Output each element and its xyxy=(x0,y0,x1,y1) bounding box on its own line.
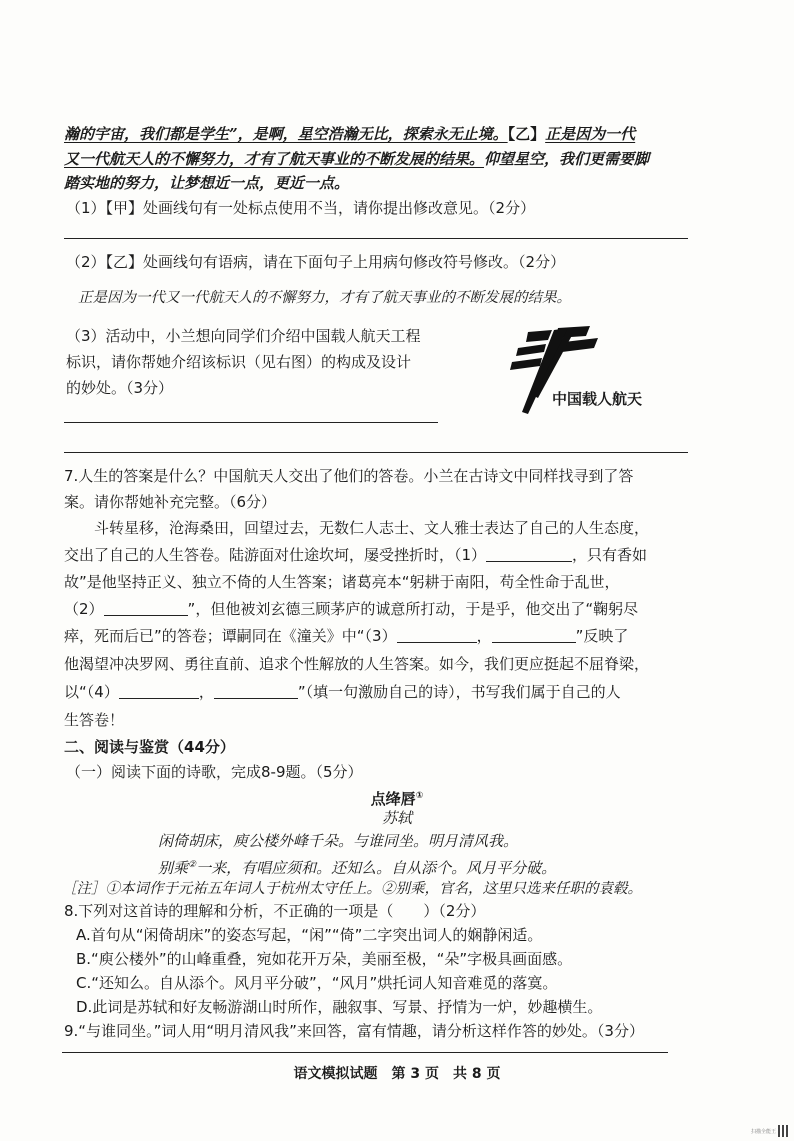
q8-option-d[interactable]: D.此词是苏轼和好友畅游湖山时所作，融叙事、写景、抒情为一炉，妙趣横生。 xyxy=(76,998,603,1016)
fill-blank-2[interactable] xyxy=(104,601,188,616)
poem-author: 苏轼 xyxy=(381,809,412,827)
q7-text-line4 xyxy=(64,545,647,565)
poem-text: 别乘 xyxy=(158,859,189,877)
q7-text: ， xyxy=(476,627,492,645)
q8-option-c[interactable]: C.“还知么。自从添个。风月平分破”，“风月”烘托词人知音难觅的落寞。 xyxy=(76,974,558,992)
q7-text: ”（填一句激励自己的诗），书写我们属于自己的人 xyxy=(297,683,621,701)
fill-blank-3b[interactable] xyxy=(492,628,576,643)
q7-text: ，只有香如 xyxy=(572,546,648,564)
q7-stem-line1: 7.人生的答案是什么？中国航天人交出了他们的答卷。小兰在古诗文中同样找寻到了答 xyxy=(64,467,634,485)
marker-yi: 【乙】 xyxy=(507,125,546,143)
manned-space-logo xyxy=(498,318,678,418)
poem-note-marker: ② xyxy=(188,860,197,870)
q8-option-a[interactable]: A.首句从“闲倚胡床”的姿态写起，“闲”“倚”二字突出词人的娴静闲适。 xyxy=(76,926,543,944)
passage-text: 仰望星空，我们更需要脚 xyxy=(484,150,650,168)
poem-note: ［注］①本词作于元祐五年词人于杭州太守任上。②别乘，官名，这里只选来任职的袁毂。 xyxy=(62,881,642,897)
answer-line xyxy=(64,452,688,453)
q7-text-line8: 他渴望冲决罗网、勇往直前、追求个性解放的人生答案。如今，我们更应挺起不屈脊梁， xyxy=(64,655,650,673)
passage-line-3: 踏实地的努力，让梦想近一点，更近一点。 xyxy=(64,174,350,192)
q7-text: ”，但他被刘玄德三顾茅庐的诚意所打动，于是乎，他交出了“鞠躬尽 xyxy=(187,600,639,618)
poem-line-2 xyxy=(158,855,556,878)
q6-part2: （2）【乙】处画线句有语病，请在下面句子上用病句修改符号修改。（2分） xyxy=(66,253,566,271)
section-2-sub: （一）阅读下面的诗歌，完成8-9题。（5分） xyxy=(66,763,363,781)
passage-jia-sentence-end: 瀚的宇宙，我们都是学生”，是啊，星空浩瀚无比，探索永无止境。 xyxy=(64,125,508,143)
q6-part3-line1: （3）活动中，小兰想向同学们介绍中国载人航天工程 xyxy=(66,327,421,345)
q6-part3-line2: 标识，请你帮她介绍该标识（见右图）的构成及设计 xyxy=(66,353,412,371)
q7-text-line9 xyxy=(64,682,621,702)
q7-text-line5: 故”是他坚持正义、独立不倚的人生答案；诸葛亮本“躬耕于南阳，苟全性命于乱世， xyxy=(64,573,620,591)
logo-caption: 中国载人航天 xyxy=(552,390,643,408)
q7-text: ， xyxy=(198,683,214,701)
passage-yi-sentence-start: 正是因为一代 xyxy=(545,125,636,143)
fill-blank-1[interactable] xyxy=(486,547,572,562)
q6-part2-sentence: 正是因为一代又一代航天人的不懈努力，才有了航天事业的不断发展的结果。 xyxy=(78,290,571,306)
q7-text: （3） xyxy=(364,627,397,645)
passage-line-1 xyxy=(64,124,635,144)
q7-text-line3: 斗转星移，沧海桑田，回望过去，无数仁人志士、文人雅士表达了自己的人生态度， xyxy=(94,519,650,537)
q7-text: ”反映了 xyxy=(575,627,629,645)
passage-line-2 xyxy=(64,149,649,169)
poem-title-text: 点绛唇 xyxy=(370,790,416,808)
fill-blank-3a[interactable] xyxy=(397,628,477,643)
q7-text: 以“（4） xyxy=(64,683,119,701)
q9-stem: 9.“与谁同坐。”词人用“明月清风我”来回答，富有情趣，请分析这样作答的妙处。（3分） xyxy=(64,1022,644,1040)
scanner-watermark: 扫描全能王 xyxy=(750,1129,776,1135)
answer-line xyxy=(64,238,688,239)
poem-line-1: 闲倚胡床，庾公楼外峰千朵。与谁同坐。明月清风我。 xyxy=(158,832,519,850)
q7-text: （2） xyxy=(64,600,104,618)
poem-title-note: ① xyxy=(415,791,424,801)
answer-line xyxy=(62,1052,668,1053)
q6-part3-line3: 的妙处。（3分） xyxy=(66,379,174,397)
poem-title xyxy=(0,786,794,809)
page-footer: 语文模拟试题 第 3 页 共 8 页 xyxy=(293,1066,501,1082)
q6-part1: （1）【甲】处画线句有一处标点使用不当，请你提出修改意见。（2分） xyxy=(66,199,536,217)
q7-text: 交出了自己的人生答卷。陆游面对仕途坎坷，屡受挫折时，（1） xyxy=(64,546,487,564)
answer-line xyxy=(64,422,438,423)
q8-stem: 8.下列对这首诗的理解和分析，不正确的一项是（ ）（2分） xyxy=(64,902,486,920)
passage-yi-sentence-end: 又一代航天人的不懈努力，才有了航天事业的不断发展的结果。 xyxy=(64,150,485,168)
poem-text: 一来，有唱应须和。还知么。自从添个。风月平分破。 xyxy=(196,859,557,877)
q7-text-line7 xyxy=(64,626,628,646)
q7-stem-line2: 案。请你帮她补充完整。（6分） xyxy=(64,493,277,511)
q7-text-line6 xyxy=(64,599,638,619)
section-2-heading: 二、阅读与鉴赏（44分） xyxy=(64,738,235,756)
qr-code-icon xyxy=(778,1125,790,1137)
q7-text-line10: 生答卷！ xyxy=(64,711,125,729)
fill-blank-4a[interactable] xyxy=(119,684,199,699)
q8-option-b[interactable]: B.“庾公楼外”的山峰重叠，宛如花开万朵，美丽至极，“朵”字极具画面感。 xyxy=(76,950,573,968)
q7-text: 瘁，死而后已”的答卷；谭嗣同在《潼关》中“ xyxy=(64,627,365,645)
fill-blank-4b[interactable] xyxy=(214,684,298,699)
